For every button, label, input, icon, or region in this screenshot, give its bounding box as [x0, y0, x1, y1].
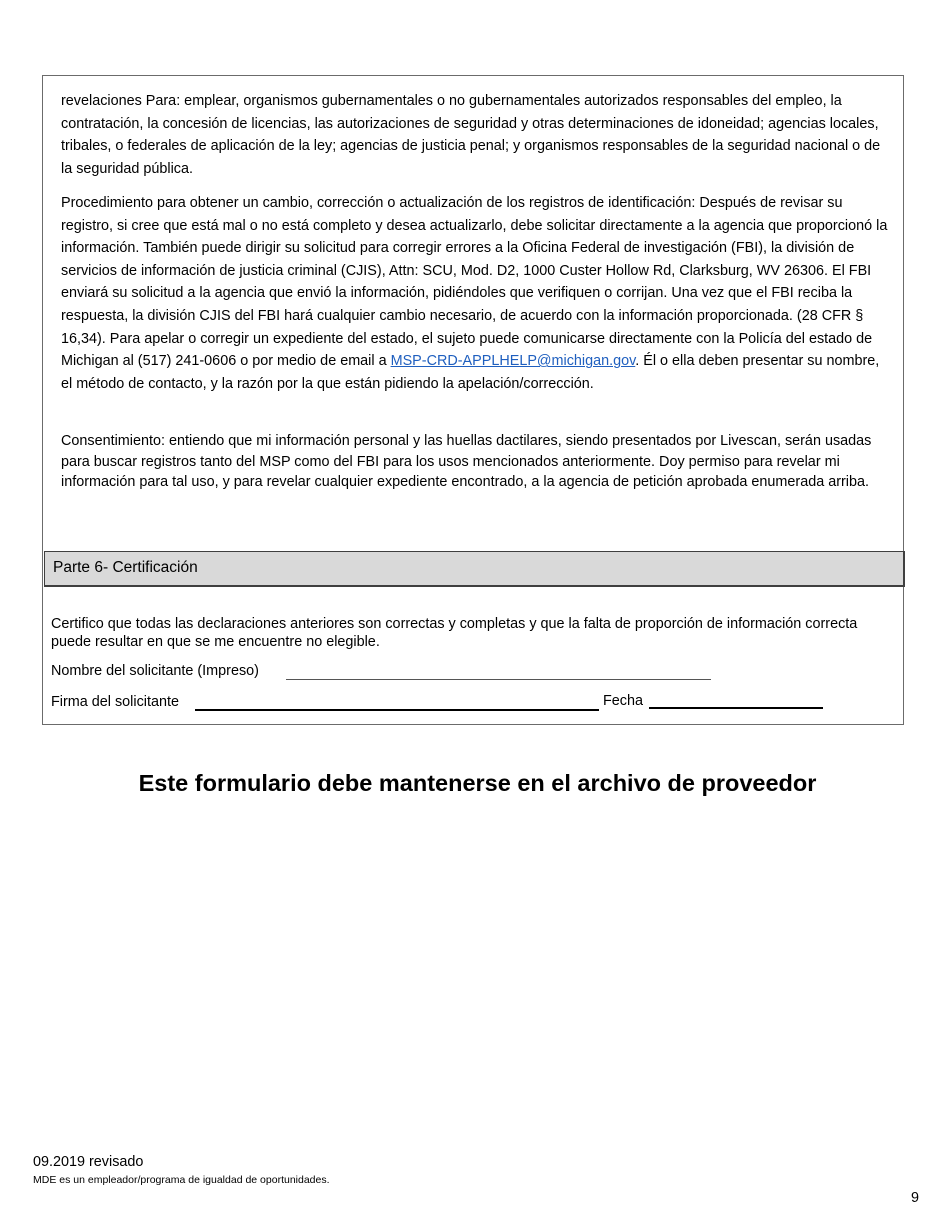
signature-field[interactable] — [195, 709, 599, 711]
certification-section-header — [44, 551, 905, 587]
retention-notice: Este formulario debe mantenerse en el archivo de proveedor — [138, 770, 817, 796]
correction-text-end: . Él o ella deben presentar su nombre, el método de contacto, y la razón por la que están pidiendo la apelación/corrección. — [61, 353, 880, 392]
revision-date: 09.2019 revisado — [33, 1154, 144, 1170]
date-field[interactable] — [649, 707, 823, 709]
email-link[interactable]: MSP-CRD-APPLHELP@michigan.gov — [390, 353, 636, 370]
section-title: Parte 6- Certificación — [53, 559, 198, 576]
consent-paragraph: Consentimiento: entiendo que mi información personal y las huellas dactilares, siendo presentados por Livescan, serán usadas para buscar registros tanto del MSP como del FBI para los usos mencionados anteriormente. Doy permiso para revelar mi información para tal uso, y para revelar cualquier expediente encontrado, a la agencia de petición aprobada enumerada arriba. — [61, 433, 872, 491]
page-number: 9 — [911, 1190, 920, 1206]
correction-text: Procedimiento para obtener un cambio, corrección o actualización de los registros de identificación: Después de revisar su registro, si cree que está mal o no está completo y desea actualizarlo, debe solicitar directamente a la agencia que proporcionó la información. También puede dirigir su solicitud para corregir errores a la Oficina Federal de investigación (FBI), la división de servicios de información de justicia criminal (CJIS), Attn: SCU, Mod. D2, 1000 Custer Hollow Rd, Clarksburg, WV 26306. El FBI enviará su solicitud a la agencia que envió la información, pidiéndoles que verifiquen o corrijan. Una vez que el FBI reciba la respuesta, la división CJIS del FBI hará cualquier cambio necesario, de acuerdo con la información proporcionada. (28 CFR § 16,34). Para apelar o corregir un expediente del estado, el sujeto puede comunicarse directamente con la Policía del estado de Michigan al (517) 241-0606 o por medio de email a — [61, 195, 888, 370]
signature-label: Firma del solicitante — [51, 694, 179, 710]
disclosure-paragraph-correction — [61, 192, 891, 395]
date-label: Fecha — [603, 693, 643, 709]
certification-statement: Certifico que todas las declaraciones anteriores son correctas y completas y que la falta de proporción de información correcta puede resultar en que se me encuentre no elegible. — [51, 616, 858, 650]
applicant-name-field[interactable] — [286, 679, 711, 680]
disclosure-paragraph-uses: revelaciones Para: emplear, organismos gubernamentales o no gubernamentales autorizados responsables del empleo, la contratación, la concesión de licencias, las autorizaciones de seguridad y otras determinaciones de idoneidad; agencias locales, tribales, o federales de aplicación de la ley; agencias de justicia penal; y organismos responsables de la seguridad nacional o de la seguridad pública. — [61, 93, 881, 177]
applicant-name-label: Nombre del solicitante (Impreso) — [51, 663, 259, 679]
eeo-statement: MDE es un empleador/programa de igualdad de oportunidades. — [33, 1174, 330, 1186]
